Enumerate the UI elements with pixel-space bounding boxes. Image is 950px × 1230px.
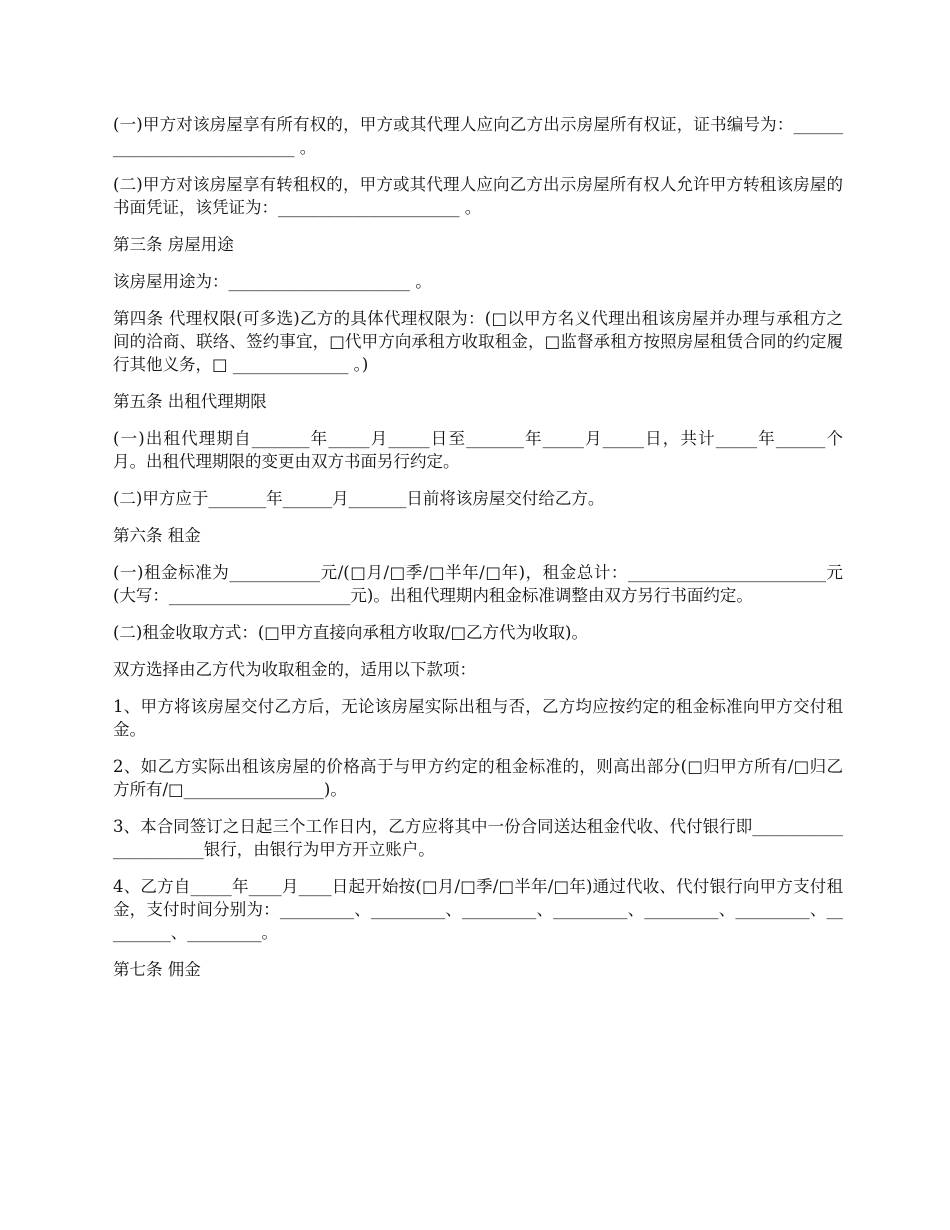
house-use-line: 该房屋用途为：______________________ 。 bbox=[113, 272, 432, 291]
document-page bbox=[113, 113, 843, 995]
item-1: 1、甲方将该房屋交付乙方后，无论该房屋实际出租与否，乙方均应按约定的租金标准向甲方交付租金。 bbox=[113, 697, 843, 739]
article-3-heading: 第三条 房屋用途 bbox=[113, 235, 234, 254]
article-5-heading: 第五条 出租代理期限 bbox=[113, 392, 267, 411]
handover-date-line: (二)甲方应于_______年______月_______日前将该房屋交付给乙方。 bbox=[113, 489, 605, 508]
item-3: 3、本合同签订之日起三个工作日内，乙方应将其中一份合同送达租金代收、代付银行即______________________银行，由银行为甲方开立账户。 bbox=[113, 817, 843, 859]
article-6-heading: 第六条 租金 bbox=[113, 526, 201, 545]
item-4: 4、乙方自_____年____月____日起开始按(□月/□季/□半年/□年)通过代收、代付银行向甲方支付租金，支付时间分别为：_________、_________、_________、_________、_________、_________、_________、_________。 bbox=[113, 877, 844, 942]
rent-collection-method: (二)租金收取方式：(□甲方直接向承租方收取/□乙方代为收取)。 bbox=[113, 623, 588, 642]
rent-standard-line: (一)租金标准为___________元/(□月/□季/□半年/□年)，租金总计：________________________元(大写：______________________元)。出租代理期内租金标准调整由双方另行书面约定。 bbox=[113, 563, 843, 605]
article-7-heading: 第七条 佣金 bbox=[113, 960, 201, 979]
agency-period-line: (一)出租代理期自_______年_____月_____日至_______年_____月_____日，共计_____年______个月。出租代理期限的变更由双方书面另行约定。 bbox=[113, 429, 843, 471]
clause-3-1-ownership: (一)甲方对该房屋享有所有权的，甲方或其代理人应向乙方出示房屋所有权证，证书编号为：____________________________ 。 bbox=[113, 115, 843, 157]
agent-collection-intro: 双方选择由乙方代为收取租金的，适用以下款项： bbox=[113, 660, 476, 679]
article-4-agency-scope: 第四条 代理权限(可多选)乙方的具体代理权限为：(□以甲方名义代理出租该房屋并办理与承租方之间的洽商、联络、签约事宜，□代甲方向承租方收取租金，□监督承租方按照房屋租赁合同的约定履行其他义务，□ ______________ 。) bbox=[113, 309, 843, 374]
clause-3-2-sublease: (二)甲方对该房屋享有转租权的，甲方或其代理人应向乙方出示房屋所有权人允许甲方转租该房屋的书面凭证，该凭证为：______________________ 。 bbox=[113, 175, 843, 217]
item-2: 2、如乙方实际出租该房屋的价格高于与甲方约定的租金标准的，则高出部分(□归甲方所有/□归乙方所有/□_________________)。 bbox=[113, 757, 843, 799]
